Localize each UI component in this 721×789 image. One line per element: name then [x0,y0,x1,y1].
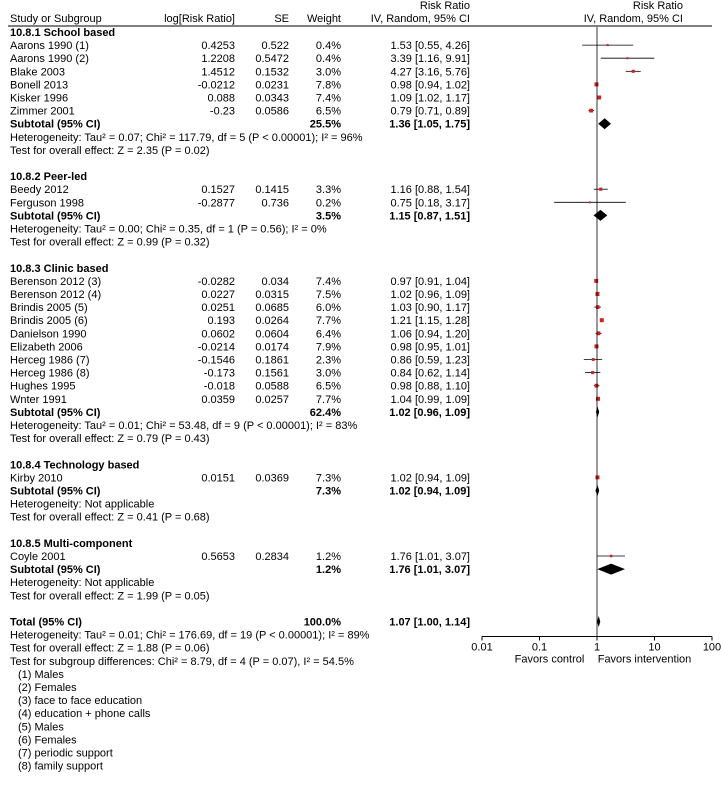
study-logrr: 0.0359 [201,393,235,406]
group-stat: Test for overall effect: Z = 0.99 (P = 0.32) [10,236,210,249]
footnote: (2) Females [18,682,77,694]
study-weight: 7.8% [315,79,341,92]
study-ci: 0.98 [0.95, 1.01] [390,341,470,354]
study-ci: 3.39 [1.16, 9.91] [390,53,470,66]
x-tick-label: 0.01 [471,641,493,654]
study-weight: 7.5% [315,289,341,301]
study-logrr: -0.23 [209,105,235,118]
group-stat: Heterogeneity: Tau² = 0.07; Chi² = 117.79, df = 5 (P < 0.00001); I² = 96% [10,131,363,144]
group-stat: Heterogeneity: Not applicable [10,577,155,590]
study-name: Hughes 1995 [10,380,76,393]
study-name: Herceg 1986 (7) [10,354,90,367]
study-logrr: 0.0227 [201,289,235,301]
footnote: (4) education + phone calls [18,708,151,721]
study-name: Coyle 2001 [10,551,66,563]
ci-header-top: Risk Ratio [419,0,470,12]
study-se: 0.522 [261,40,289,53]
total-stat: Test for subgroup differences: Chi² = 8.79, df = 4 (P = 0.07), I² = 54.5% [10,655,354,668]
ci-header: IV, Random, 95% CI [370,13,470,25]
study-ci: 0.86 [0.59, 1.23] [390,354,470,367]
group-stat: Test for overall effect: Z = 0.41 (P = 0.68) [10,511,210,524]
study-point [597,96,601,100]
study-point [594,82,598,86]
study-ci: 1.02 [0.94, 1.09] [390,472,470,485]
study-ci: 1.76 [1.01, 3.07] [390,551,470,563]
study-logrr: 1.4512 [201,66,235,79]
subtotal-label: Subtotal (95% CI) [10,210,101,223]
study-se: 0.0264 [255,315,289,328]
study-name: Wnter 1991 [10,393,67,406]
study-weight: 0.2% [315,197,341,210]
group-title: 10.8.5 Multi-component [10,537,133,550]
study-weight: 6.5% [315,105,341,118]
group-title: 10.8.3 Clinic based [10,262,109,275]
study-logrr: 1.2208 [201,53,235,66]
study-name: Herceg 1986 (8) [10,367,90,380]
subtotal-weight: 7.3% [315,485,341,498]
study-logrr: 0.193 [207,315,235,328]
study-se: 0.736 [261,197,289,210]
study-name: Aarons 1990 (1) [10,40,89,53]
study-point [589,201,591,203]
study-se: 0.0315 [255,289,289,301]
study-name: Zimmer 2001 [10,105,75,118]
subtotal-ci: 1.15 [0.87, 1.51] [389,210,470,223]
study-weight: 0.4% [315,53,341,66]
study-ci: 4.27 [3.16, 5.76] [390,66,470,79]
group-stat: Test for overall effect: Z = 0.79 (P = 0.43) [10,433,210,446]
study-name: Kisker 1996 [10,92,69,105]
study-ci: 1.21 [1.15, 1.28] [390,315,470,328]
study-point [626,57,628,59]
subtotal-ci: 1.02 [0.96, 1.09] [389,406,470,419]
study-weight: 7.7% [315,315,341,328]
subtotal-weight: 3.5% [315,210,341,223]
study-se: 0.0231 [255,79,289,92]
study-se: 0.5472 [255,53,289,66]
subtotal-diamond [596,406,599,417]
study-name: Blake 2003 [10,66,66,79]
study-se: 0.0174 [255,341,289,354]
study-ci: 0.75 [0.18, 3.17] [390,197,470,210]
study-se: 0.0586 [255,105,289,118]
study-point [599,188,602,191]
study-se: 0.0343 [255,92,289,105]
total-weight: 100.0% [303,616,341,629]
study-logrr: -0.1546 [197,354,235,367]
study-point [594,279,598,283]
study-name: Elizabeth 2006 [10,341,83,354]
study-name: Danielson 1990 [10,328,87,341]
group-stat: Heterogeneity: Not applicable [10,498,155,511]
study-logrr: -0.0212 [197,79,235,92]
study-name: Brindis 2005 (5) [10,302,88,315]
subtotal-diamond [594,210,608,221]
group-title: 10.8.1 School based [10,27,116,39]
study-se: 0.1532 [255,66,289,79]
subtotal-weight: 62.4% [309,406,341,419]
x-tick-label: 100 [702,641,721,654]
study-point [594,344,598,348]
study-weight: 6.5% [315,380,341,393]
study-logrr: 0.5653 [201,551,235,563]
group-stat: Test for overall effect: Z = 2.35 (P = 0.02) [10,144,210,157]
plot-header-top: Risk Ratio [632,0,683,12]
logrr-header: log[Risk Ratio] [164,13,235,25]
group-stat: Test for overall effect: Z = 1.99 (P = 0.05) [10,590,210,603]
study-weight: 6.0% [315,302,341,315]
study-se: 0.034 [261,275,289,288]
study-ci: 1.16 [0.88, 1.54] [390,184,470,197]
study-logrr: 0.088 [207,92,235,105]
subtotal-label: Subtotal (95% CI) [10,564,101,577]
study-se: 0.0257 [255,393,289,406]
study-weight: 7.4% [315,275,341,288]
study-weight: 0.4% [315,40,341,53]
study-se: 0.0685 [255,302,289,315]
footnote: (6) Females [18,734,77,747]
study-ci: 0.98 [0.94, 1.02] [390,79,470,92]
study-point [607,44,609,46]
total-stat: Heterogeneity: Tau² = 0.01; Chi² = 176.69, df = 19 (P < 0.00001); I² = 89% [10,629,370,642]
weight-header: Weight [306,13,341,25]
study-se: 0.1415 [255,184,289,197]
study-name: Berenson 2012 (4) [10,289,102,301]
study-name: Bonell 2013 [10,79,69,92]
study-se: 0.1861 [255,354,289,367]
subtotal-label: Subtotal (95% CI) [10,485,101,498]
subtotal-weight: 1.2% [315,564,341,577]
total-ci: 1.07 [1.00, 1.14] [389,616,470,629]
x-tick-label: 10 [648,641,661,654]
study-name: Ferguson 1998 [10,197,84,210]
study-logrr: 0.0602 [201,328,235,341]
study-ci: 1.06 [0.94, 1.20] [390,328,470,341]
study-weight: 6.4% [315,328,341,341]
study-point [591,371,594,374]
study-point [600,318,604,322]
favors-intervention: Favors intervention [597,653,692,666]
plot-header: IV, Random, 95% CI [583,13,683,25]
subtotal-weight: 25.5% [309,118,341,131]
study-logrr: 0.0251 [201,302,235,315]
study-header: Study or Subgroup [10,13,102,25]
study-weight: 7.9% [315,341,341,354]
study-se: 0.2834 [255,551,289,563]
study-point [595,384,599,388]
study-logrr: -0.0214 [197,341,235,354]
group-stat: Heterogeneity: Tau² = 0.00; Chi² = 0.35, df = 1 (P = 0.56); I² = 0% [10,223,327,236]
study-point [589,109,593,113]
total-diamond [597,616,600,627]
footnote: (8) family support [18,760,103,773]
study-ci: 1.53 [0.55, 4.26] [390,40,470,53]
study-ci: 0.97 [0.91, 1.04] [390,275,470,288]
study-weight: 2.3% [315,354,341,367]
study-logrr: -0.018 [203,380,235,393]
study-ci: 0.84 [0.62, 1.14] [390,367,470,380]
study-ci: 1.04 [0.99, 1.09] [390,393,470,406]
study-name: Aarons 1990 (2) [10,53,89,66]
study-se: 0.0588 [255,380,289,393]
study-se: 0.0369 [255,472,289,485]
study-point [596,305,600,309]
study-ci: 0.98 [0.88, 1.10] [390,380,470,393]
subtotal-diamond [597,564,625,575]
study-ci: 1.02 [0.96, 1.09] [390,289,470,301]
subtotal-ci: 1.36 [1.05, 1.75] [389,118,470,131]
study-ci: 1.09 [1.02, 1.17] [390,92,470,105]
study-weight: 3.0% [315,66,341,79]
footnote: (1) Males [18,668,64,681]
study-weight: 7.4% [315,92,341,105]
favors-control: Favors control [514,653,585,666]
study-weight: 3.0% [315,367,341,380]
study-ci: 0.79 [0.71, 0.89] [390,105,470,118]
study-logrr: 0.1527 [201,184,235,197]
study-point [632,70,635,73]
group-stat: Heterogeneity: Tau² = 0.01; Chi² = 53.48, df = 9 (P < 0.00001); I² = 83% [10,420,358,432]
footnote: (7) periodic support [18,747,113,760]
subtotal-label: Subtotal (95% CI) [10,406,101,419]
study-logrr: -0.2877 [197,197,235,210]
group-title: 10.8.4 Technology based [10,459,140,472]
x-tick-label: 0.1 [531,641,548,654]
study-weight: 3.3% [315,184,341,197]
study-point [610,555,612,557]
subtotal-ci: 1.02 [0.94, 1.09] [389,485,470,498]
footnote: (3) face to face education [18,695,143,708]
study-se: 0.0604 [255,328,289,341]
study-name: Kirby 2010 [10,472,63,485]
study-point [592,358,595,361]
study-logrr: -0.173 [203,367,235,380]
study-point [596,292,600,296]
subtotal-diamond [598,118,611,129]
study-name: Berenson 2012 (3) [10,275,102,288]
subtotal-label: Subtotal (95% CI) [10,118,101,131]
study-weight: 7.7% [315,393,341,406]
study-name: Brindis 2005 (6) [10,315,88,328]
study-logrr: 0.4253 [201,40,235,53]
total-stat: Test for overall effect: Z = 1.88 (P = 0.06) [10,642,210,655]
study-weight: 1.2% [315,551,341,563]
total-label: Total (95% CI) [10,616,82,629]
study-logrr: -0.0282 [197,275,235,288]
footnote: (5) Males [18,721,64,734]
group-title: 10.8.2 Peer-led [10,171,88,184]
subtotal-ci: 1.76 [1.01, 3.07] [389,564,470,577]
study-ci: 1.03 [0.90, 1.17] [390,302,470,315]
study-se: 0.1561 [255,367,289,380]
se-header: SE [274,13,289,25]
x-tick-label: 1 [593,641,601,654]
study-name: Beedy 2012 [10,184,69,197]
study-point [596,397,600,401]
study-logrr: 0.0151 [201,472,235,485]
study-point [596,475,600,479]
study-weight: 7.3% [315,472,341,485]
